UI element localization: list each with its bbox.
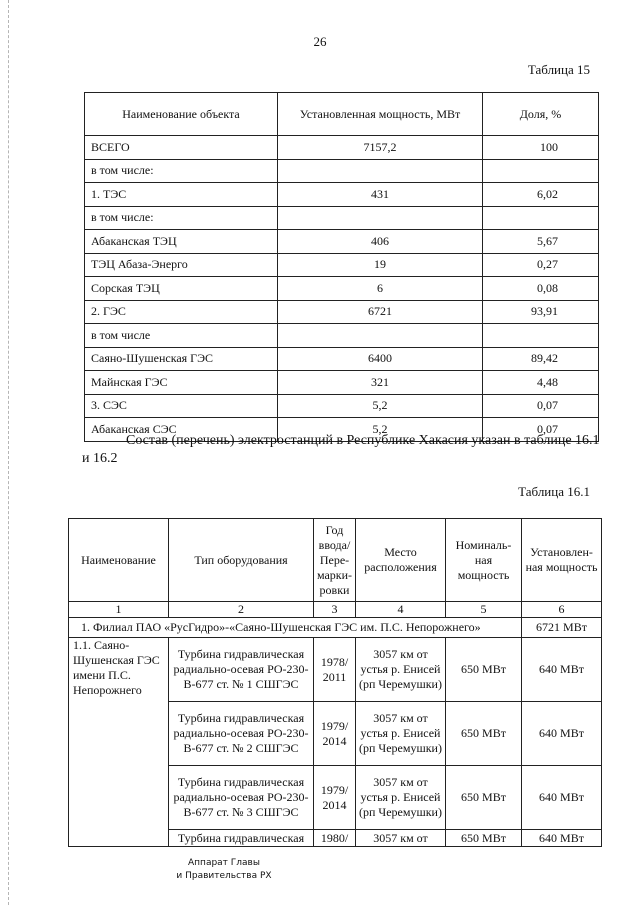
station-name: 1.1. Саяно-Шушенская ГЭС имени П.С. Непорожнего <box>69 638 169 847</box>
table-header-row <box>69 519 602 602</box>
table-header-row <box>85 93 599 136</box>
installed-power: 7157,2 <box>278 136 483 160</box>
column-number: 4 <box>356 602 446 618</box>
header-share: Доля, % <box>483 93 599 136</box>
location: 3057 км от устья р. Енисей (рп Черемушки) <box>356 702 446 766</box>
equipment-type: Турбина гидравлическая радиально-осевая РО-230-В-677 ст. № 1 СШГЭС <box>169 638 314 702</box>
nominal-power: 650 МВт <box>446 638 522 702</box>
object-name: ТЭЦ Абаза-Энерго <box>85 253 278 277</box>
installed-power: 640 МВт <box>522 702 602 766</box>
share: 89,42 <box>483 347 599 371</box>
installed-power: 5,2 <box>278 418 483 442</box>
object-name: 3. СЭС <box>85 394 278 418</box>
installed-power: 431 <box>278 183 483 207</box>
nominal-power: 650 МВт <box>446 766 522 830</box>
page-number: 26 <box>313 34 327 49</box>
column-number: 1 <box>69 602 169 618</box>
table-row <box>85 136 599 160</box>
table-16-1-caption: Таблица 16.1 <box>518 484 590 499</box>
installed-power: 321 <box>278 371 483 395</box>
object-name: Сорская ТЭЦ <box>85 277 278 301</box>
equipment-type: Турбина гидравлическая <box>169 830 314 847</box>
share: 6,02 <box>483 183 599 207</box>
object-name: в том числе: <box>85 206 278 230</box>
table-row <box>85 183 599 207</box>
equipment-type: Турбина гидравлическая радиально-осевая РО-230-В-677 ст. № 3 СШГЭС <box>169 766 314 830</box>
installed-power: 6 <box>278 277 483 301</box>
nominal-power: 650 МВт <box>446 702 522 766</box>
table-row <box>85 206 599 230</box>
installed-power: 6400 <box>278 347 483 371</box>
object-name: 2. ГЭС <box>85 300 278 324</box>
column-number: 6 <box>522 602 602 618</box>
header-installed-power: Установленная мощность, МВт <box>278 93 483 136</box>
installed-power: 19 <box>278 253 483 277</box>
share: 0,27 <box>483 253 599 277</box>
table-row <box>85 159 599 183</box>
location: 3057 км от <box>356 830 446 847</box>
page-edge-line <box>8 0 9 905</box>
stamp-line: Аппарат Главы <box>188 858 260 868</box>
header-installed-power: Установлен- ная мощность <box>522 519 602 602</box>
header-nominal-power: Номиналь- ная мощность <box>446 519 522 602</box>
object-name: 1. ТЭС <box>85 183 278 207</box>
share: 4,48 <box>483 371 599 395</box>
object-name: Абаканская СЭС <box>85 418 278 442</box>
stamp-line: и Правительства РХ <box>176 871 272 881</box>
header-object-name: Наименование объекта <box>85 93 278 136</box>
share: 0,07 <box>483 418 599 442</box>
installed-power: 5,2 <box>278 394 483 418</box>
object-name: в том числе: <box>85 159 278 183</box>
header-equipment-type: Тип оборудования <box>169 519 314 602</box>
object-name: ВСЕГО <box>85 136 278 160</box>
column-number: 2 <box>169 602 314 618</box>
share <box>483 159 599 183</box>
table-row <box>85 371 599 395</box>
installed-power: 6721 <box>278 300 483 324</box>
installed-power <box>278 159 483 183</box>
commission-year: 1979/ 2014 <box>314 702 356 766</box>
commission-year: 1978/ 2011 <box>314 638 356 702</box>
table-16-1 <box>68 518 602 847</box>
table-15 <box>84 92 599 442</box>
installed-power <box>278 324 483 348</box>
equipment-type: Турбина гидравлическая радиально-осевая РО-230-В-677 ст. № 2 СШГЭС <box>169 702 314 766</box>
commission-year: 1980/ <box>314 830 356 847</box>
table-15-caption: Таблица 15 <box>527 62 590 77</box>
installed-power <box>278 206 483 230</box>
installed-power: 640 МВт <box>522 766 602 830</box>
table-row <box>85 300 599 324</box>
filial-power: 6721 МВт <box>522 618 602 638</box>
header-location: Место расположения <box>356 519 446 602</box>
object-name: в том числе <box>85 324 278 348</box>
object-name: Абаканская ТЭЦ <box>85 230 278 254</box>
location: 3057 км от устья р. Енисей (рп Черемушки) <box>356 766 446 830</box>
installed-power: 640 МВт <box>522 830 602 847</box>
table-row <box>85 277 599 301</box>
installed-power: 406 <box>278 230 483 254</box>
table-row <box>85 324 599 348</box>
installed-power: 640 МВт <box>522 638 602 702</box>
column-number: 5 <box>446 602 522 618</box>
share <box>483 324 599 348</box>
share: 5,67 <box>483 230 599 254</box>
filial-row <box>69 618 602 638</box>
table-row <box>85 230 599 254</box>
object-name: Майнская ГЭС <box>85 371 278 395</box>
body-paragraph: Состав (перечень) электростанций в Республике Хакасия указан в таблице 16.1 и 16.2 <box>82 433 600 466</box>
share: 93,91 <box>483 300 599 324</box>
object-name: Саяно-Шушенская ГЭС <box>85 347 278 371</box>
share: 0,07 <box>483 394 599 418</box>
header-name: Наименование <box>69 519 169 602</box>
header-year: Год ввода/ Пере- марки- ровки <box>314 519 356 602</box>
share <box>483 206 599 230</box>
filial-name: 1. Филиал ПАО «РусГидро»-«Саяно-Шушенская ГЭС им. П.С. Непорожнего» <box>69 618 522 638</box>
table-row <box>85 394 599 418</box>
footer-stamp <box>164 857 284 883</box>
table-row <box>85 347 599 371</box>
location: 3057 км от устья р. Енисей (рп Черемушки) <box>356 638 446 702</box>
nominal-power: 650 МВт <box>446 830 522 847</box>
column-number: 3 <box>314 602 356 618</box>
turbine-row <box>69 638 602 702</box>
table-row <box>85 253 599 277</box>
share: 0,08 <box>483 277 599 301</box>
commission-year: 1979/ 2014 <box>314 766 356 830</box>
column-number-row <box>69 602 602 618</box>
share: 100 <box>483 136 599 160</box>
